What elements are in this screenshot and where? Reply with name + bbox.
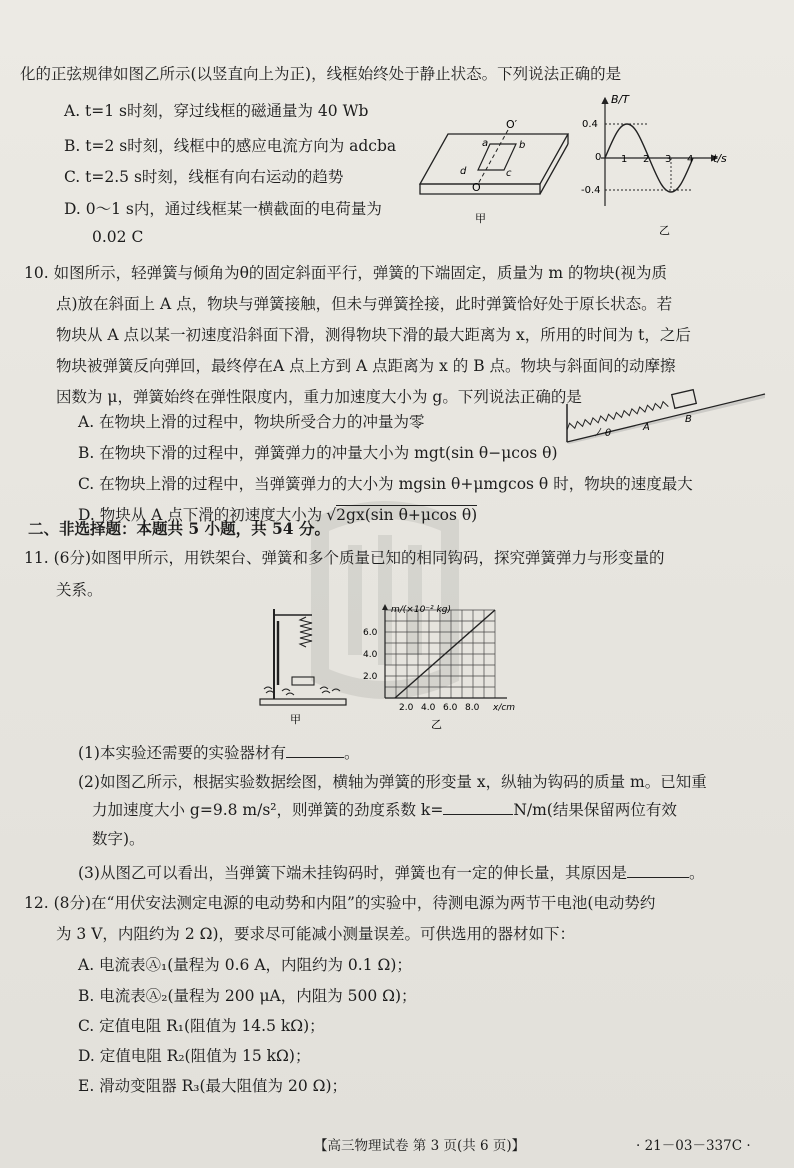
q9-label-o-prime: O′ [506,118,518,131]
q11-stem-line-2: 关系。 [56,581,103,599]
q11-figure-yi-caption: 乙 [431,718,442,731]
footer-code: · 21－03－337C · [636,1138,751,1154]
q9-figure-yi-caption: 乙 [659,224,670,237]
sqrt-sign: √ [326,506,337,524]
q10-block [672,390,697,409]
x-axis-label: x/cm [493,703,516,713]
x-tick-label: 8.0 [465,703,480,713]
q9-label-d: d [460,166,467,177]
q12-stem-line-1: 12. (8分)在“用伏安法测定电源的电动势和内阻”的实验中，待测电源为两节干电池(电动势约 [24,894,656,912]
q10-stem-line-3: 物块从 A 点以某一初速度沿斜面下滑，测得物块下滑的最大距离为 x，所用的时间为 t，之后 [56,326,691,344]
q11-hook-weights [264,687,340,695]
page-footer: 【高三物理试卷 第 3 页(共 6 页)】 [314,1138,526,1154]
q10-stem-line-2: 点)放在斜面上 A 点，物块与弹簧接触，但未与弹簧拴接，此时弹簧恰好处于原长状态。若 [56,295,673,313]
q10-stem-line-4: 物块被弹簧反向弹回，最终停在A 点上方到 A 点距离为 x 的 B 点。物块与斜面间的动摩擦 [56,357,676,375]
q12-stem-line-2: 为 3 V，内阻约为 2 Ω)，要求尽可能减小测量误差。可供选用的器材如下： [56,925,576,943]
q11-figure-jia-caption: 甲 [290,713,301,726]
q9-option-a: A. t=1 s时刻，穿过线框的磁通量为 40 Wb [64,102,369,120]
q10-option-c: C. 在物块上滑的过程中，当弹簧弹力的大小为 mgsin θ+μmgcos θ 时，物块的速度最大 [78,475,693,493]
q10-option-b: B. 在物块下滑的过程中，弹簧弹力的冲量大小为 mgt(sin θ−μcos θ) [78,444,558,462]
q9-ytick-neg: -0.4 [581,185,601,196]
q9-option-d-cont: 0.02 C [92,228,144,246]
q11-sub-3-blank[interactable] [627,863,689,878]
q9-label-b: b [519,140,526,151]
q11-sub-1-blank[interactable] [286,743,344,758]
x-tick-label: 6.0 [443,703,458,713]
q10-incline-figure [555,384,769,446]
y-axis-label: m/(×10⁻² kg) [391,605,451,615]
q12-item-d: D. 定值电阻 R₂(阻值为 15 kΩ)； [78,1047,311,1065]
q9-origin: 0 [595,152,602,163]
q12-item-c: C. 定值电阻 R₁(阻值为 14.5 kΩ)； [78,1017,325,1035]
q10-option-a: A. 在物块上滑的过程中，物块所受合力的冲量为零 [78,413,425,431]
q11-sub-3-text: (3)从图乙可以看出，当弹簧下端未挂钩码时，弹簧也有一定的伸长量，其原因是 [78,864,627,882]
q10-label-b: B [685,414,692,425]
q11-sub-1-text: (1)本实验还需要的实验器材有 [78,744,286,762]
q11-spring [300,617,312,647]
q10-label-theta: θ [605,428,612,439]
y-tick-label: 6.0 [363,628,378,638]
q11-sub-2-text: 力加速度大小 g=9.8 m/s²，则弹簧的劲度系数 k= [92,801,444,819]
q10-spring [566,401,669,430]
q11-sub-3 [78,863,704,883]
q10-stem-line-5: 因数为 μ，弹簧始终在弹性限度内，重力加速度大小为 g。下列说法正确的是 [56,388,582,406]
q12-item-b: B. 电流表Ⓐ₂(量程为 200 μA，内阻为 500 Ω)； [78,987,417,1005]
q12-item-a: A. 电流表Ⓐ₁(量程为 0.6 A，内阻约为 0.1 Ω)； [78,956,412,974]
q9-label-a: a [482,138,489,149]
q11-sub-1 [78,743,359,763]
q9-figure-jia-caption: 甲 [475,212,486,225]
q9-xtick-1: 1 [621,154,628,165]
q9-xtick-2: 2 [643,154,650,165]
q9-option-b: B. t=2 s时刻，线框中的感应电流方向为 adcba [64,137,397,155]
q11-sub-3-end: 。 [688,864,705,882]
q11-sub-2-blank[interactable] [443,800,513,815]
q11-sub-2-line-2 [92,800,677,820]
q11-sub-1-end: 。 [343,744,360,762]
q9-figure-jia [420,118,570,230]
x-tick-label: 4.0 [421,703,436,713]
q12-item-e: E. 滑动变阻器 R₃(最大阻值为 20 Ω)； [78,1077,348,1095]
q11-figure-jia [256,603,350,727]
q9-xtick-4: 4 [687,154,694,165]
q10-option-d-text: D. 物块从 A 点下滑的初速度大小为 [78,506,323,524]
q11-sub-2-line-1: (2)如图乙所示，根据实验数据绘图，横轴为弹簧的形变量 x，纵轴为钩码的质量 m。已知重 [78,773,707,791]
q9-xtick-3: 3 [665,154,672,165]
q10-option-d-formula: 2gx(sin θ+μcos θ) [336,506,478,524]
q9-option-d: D. 0～1 s内，通过线框某一横截面的电荷量为 [64,200,382,218]
q10-stem-line-1: 10. 如图所示，轻弹簧与倾角为θ的固定斜面平行，弹簧的下端固定，质量为 m 的物块(视为质 [24,264,668,282]
q10-label-a: A [643,422,650,433]
x-tick-label: 2.0 [399,703,414,713]
q9-x-axis-label: t/s [713,152,727,165]
y-tick-label: 4.0 [363,650,378,660]
q9-option-c: C. t=2.5 s时刻，线框有向右运动的趋势 [64,168,344,186]
q9-figure-yi [583,94,733,242]
q9-ytick-pos: 0.4 [582,119,598,130]
q9-label-o: O [472,181,481,194]
q9-y-axis-label: B/T [611,93,629,106]
q11-figure-yi [355,602,531,732]
q11-stem-line-1: 11. (6分)如图甲所示，用铁架台、弹簧和多个质量已知的相同钩码，探究弹簧弹力与形变量的 [24,549,665,567]
section-2-heading: 二、非选择题：本题共 5 小题，共 54 分。 [28,519,330,538]
q9-label-c: c [506,168,512,179]
q11-sub-2-line-3: 数字)。 [92,830,145,848]
q11-sub-2-text-end: N/m(结果保留两位有效 [513,801,677,819]
q9-intro: 化的正弦规律如图乙所示(以竖直向上为正)，线框始终处于静止状态。下列说法正确的是 [20,65,622,83]
y-tick-label: 2.0 [363,672,378,682]
y-axis-arrow [382,604,388,610]
